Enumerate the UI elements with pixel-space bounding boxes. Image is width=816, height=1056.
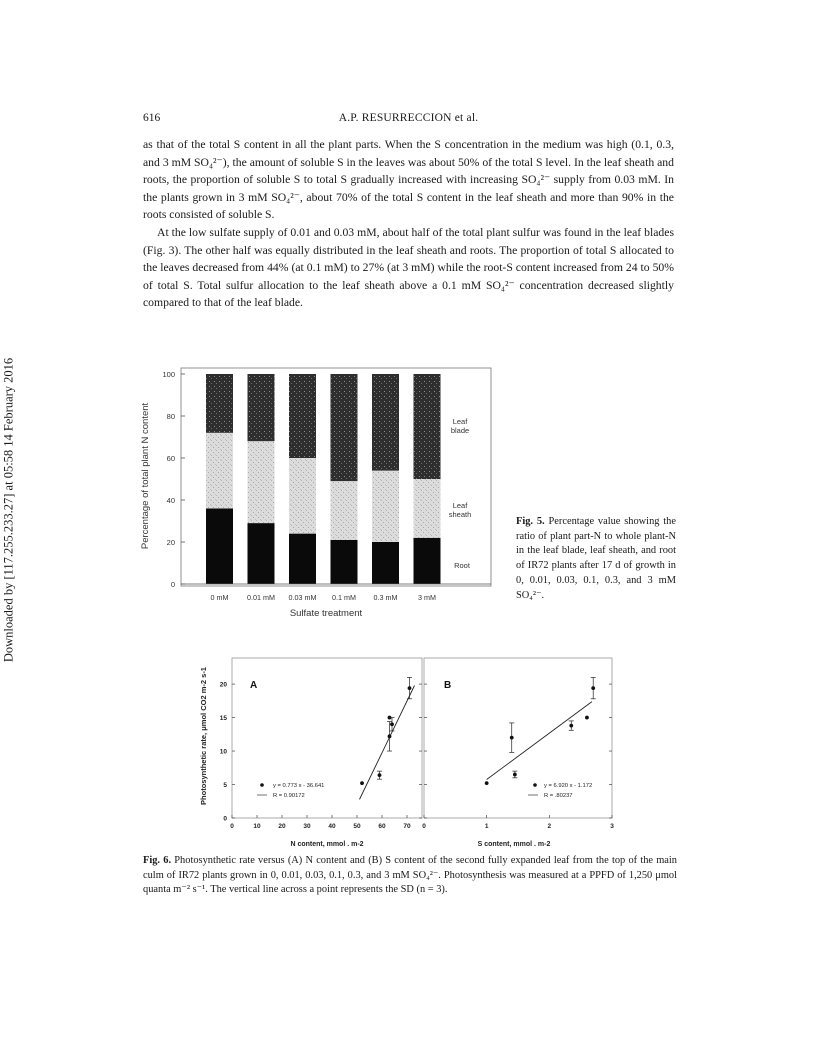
bar-root-0-3-mm: [372, 542, 399, 584]
panel-b-data-point: [591, 686, 595, 690]
panel-b-x-tick-label: 1: [484, 823, 489, 830]
panel-a-x-tick-label: 70: [403, 823, 411, 830]
panel-a-x-tick-label: 60: [378, 823, 386, 830]
bar-leaf-blade-0-03-mm: [289, 374, 316, 458]
panel-a: [199, 658, 422, 848]
x-tick-label: 0.1 mM: [332, 593, 356, 602]
panel-a-x-tick-label: 30: [303, 823, 311, 830]
bar-leaf-blade-0-01-mm: [248, 374, 275, 441]
figure-5-caption-text: Percentage value showing the ratio of plant part-N to whole plant-N in the leaf blade, leaf sheath, and root of IR72 plants after 17 d of growth in 0, 0.01, 0.03, 0.1, 0.3, and 3 mM SO₄²⁻.: [516, 516, 676, 601]
panel-b-legend-point: [533, 783, 537, 787]
bar-leaf-sheath-0-03-mm: [289, 458, 316, 534]
bar-root-0-mm: [206, 508, 233, 584]
paragraph-2: At the low sulfate supply of 0.01 and 0.03 mM, about half of the total plant sulfur was found in the leaf blades (Fig. 3). The other half was equally distributed in the leaf sheath and roots. The proportion of total S allocated to the leaves decreased from 44% (at 0.1 mM) to 27% (at 3 mM) while the root-S content increased from 24 to 50% of total S. Total sulfur allocation to the leaf sheath above a 0.1 mM SO₄²⁻ concentration decreased slightly compared to that of the leaf blade.: [143, 225, 674, 310]
panel-a-data-point: [378, 773, 382, 777]
panel-a-data-point: [388, 734, 392, 738]
bar-leaf-sheath-3-mm: [414, 479, 441, 538]
label-leaf-sheath-2: sheath: [448, 510, 472, 519]
panel-a-equation: y = 0.773 x - 36.641: [273, 783, 325, 789]
bar-leaf-blade-0-1-mm: [331, 374, 358, 481]
panel-b-regression-line: [487, 702, 592, 780]
label-leaf-blade-1: Leaf: [452, 417, 468, 426]
figure-6-caption-text: Photosynthetic rate versus (A) N content and (B) S content of the second fully expanded leaf from the top of the main culm of IR72 plants grown in 0, 0.01, 0.03, 0.1, 0.3, and 3 mM SO₄²⁻. Photosynthesis was measured at a PPFD of 1,250 μmol quanta m⁻² s⁻¹. The vertical line across a point represents the SD (n = 3).: [143, 855, 678, 896]
panel-b-x-tick-label: 0: [422, 823, 426, 830]
panel-b-x-label: S content, mmol . m-2: [477, 841, 551, 848]
x-tick-label: 0.03 mM: [288, 593, 317, 602]
body-text: [143, 136, 674, 312]
bar-root-0-1-mm: [331, 540, 358, 584]
bar-leaf-blade-3-mm: [414, 374, 441, 479]
y-tick-label: 40: [166, 496, 175, 505]
x-tick-label: 0.01 mM: [247, 593, 275, 602]
figure-5-caption-label: Fig. 5.: [516, 516, 545, 527]
panel-a-y-tick-label: 20: [219, 681, 227, 689]
panel-a-data-point: [408, 686, 412, 690]
running-title: A.P. RESURRECCION et al.: [338, 112, 479, 124]
panel-a-y-tick-label: 10: [219, 748, 227, 756]
y-tick-label: 80: [166, 412, 175, 421]
bar-leaf-sheath-0-01-mm: [248, 441, 275, 523]
panel-b-r-value: R = .80237: [544, 793, 573, 799]
bar-root-0-01-mm: [248, 523, 275, 584]
panel-b-frame: [424, 658, 612, 818]
bar-leaf-sheath-0-mm: [206, 433, 233, 509]
figure-6-caption-label: Fig. 6.: [143, 855, 172, 866]
x-tick-label: 0.3 mM: [373, 593, 398, 602]
bar-leaf-sheath-0-3-mm: [372, 471, 399, 542]
panel-a-y-label: Photosynthetic rate, μmol CO2 m-2 s-1: [199, 667, 208, 805]
panel-a-x-tick-label: 50: [353, 823, 361, 830]
panel-a-x-tick-label: 40: [328, 823, 336, 830]
panel-b-data-point: [585, 716, 589, 720]
x-tick-label: 0 mM: [210, 593, 229, 602]
panel-b-letter: B: [444, 680, 452, 691]
x-axis-label: Sulfate treatment: [289, 608, 363, 619]
y-tick-label: 100: [162, 370, 175, 379]
y-tick-label: 0: [170, 580, 175, 589]
panel-b-x-tick-label: 3: [610, 823, 614, 830]
bar-leaf-blade-0-3-mm: [372, 374, 399, 471]
panel-a-legend-point: [260, 783, 264, 787]
watermark-text: Downloaded by [117.255.233.27] at 05:58 14 February 2016: [1, 357, 16, 663]
x-tick-label: 3 mM: [418, 593, 436, 602]
y-tick-label: 60: [166, 454, 175, 463]
panel-a-data-point: [390, 722, 394, 726]
panel-a-regression-line: [360, 686, 415, 800]
panel-b: [422, 658, 614, 848]
panel-b-equation: y = 6.920 x - 1.172: [544, 783, 593, 789]
panel-a-y-tick-label: 0: [223, 815, 227, 823]
panel-b-data-point: [513, 773, 517, 777]
y-tick-label: 20: [166, 538, 175, 547]
label-leaf-blade-2: blade: [450, 426, 470, 435]
panel-a-x-tick-label: 10: [253, 823, 261, 830]
panel-b-data-point: [485, 781, 489, 785]
y-axis-label: Percentage of total plant N content: [140, 402, 151, 550]
panel-a-y-tick-label: 15: [219, 715, 227, 723]
panel-a-x-tick-label: 20: [278, 823, 286, 830]
panel-a-x-tick-label: 0: [230, 823, 234, 830]
panel-b-data-point: [510, 736, 514, 740]
figure-6-chart: [196, 650, 626, 850]
panel-a-x-label: N content, mmol . m-2: [290, 841, 364, 848]
paragraph-1: as that of the total S content in all the plant parts. When the S concentration in the medium was high (0.1, 0.3, and 3 mM SO₄²⁻), the amount of soluble S in the leaves was about 50% of the total S level. In the leaf sheath and roots, the proportion of soluble S to total S gradually increased with increasing SO₄²⁻ supply from 0.03 mM. In the plants grown in 3 mM SO₄²⁻, about 70% of the total S content in the leaf sheath and more than 90% in the roots consisted of soluble S.: [143, 138, 674, 222]
bar-root-3-mm: [414, 538, 441, 584]
label-root: Root: [454, 561, 470, 570]
page-number: 616: [143, 112, 161, 124]
bar-leaf-sheath-0-1-mm: [331, 481, 358, 540]
panel-a-y-tick-label: 5: [223, 782, 227, 790]
download-watermark: [0, 357, 18, 663]
bar-leaf-blade-0-mm: [206, 374, 233, 433]
label-leaf-sheath-1: Leaf: [452, 501, 468, 510]
figure-5-caption: [516, 515, 676, 603]
figure-5-chart: [138, 360, 498, 622]
panel-b-x-tick-label: 2: [547, 823, 552, 830]
figure-6-caption: [143, 854, 677, 898]
bar-root-0-03-mm: [289, 534, 316, 584]
panel-a-letter: A: [250, 680, 258, 691]
panel-a-r-value: R = 0.90172: [273, 793, 305, 799]
panel-a-frame: [232, 658, 422, 818]
panel-b-data-point: [569, 724, 573, 728]
panel-a-data-point: [360, 781, 364, 785]
